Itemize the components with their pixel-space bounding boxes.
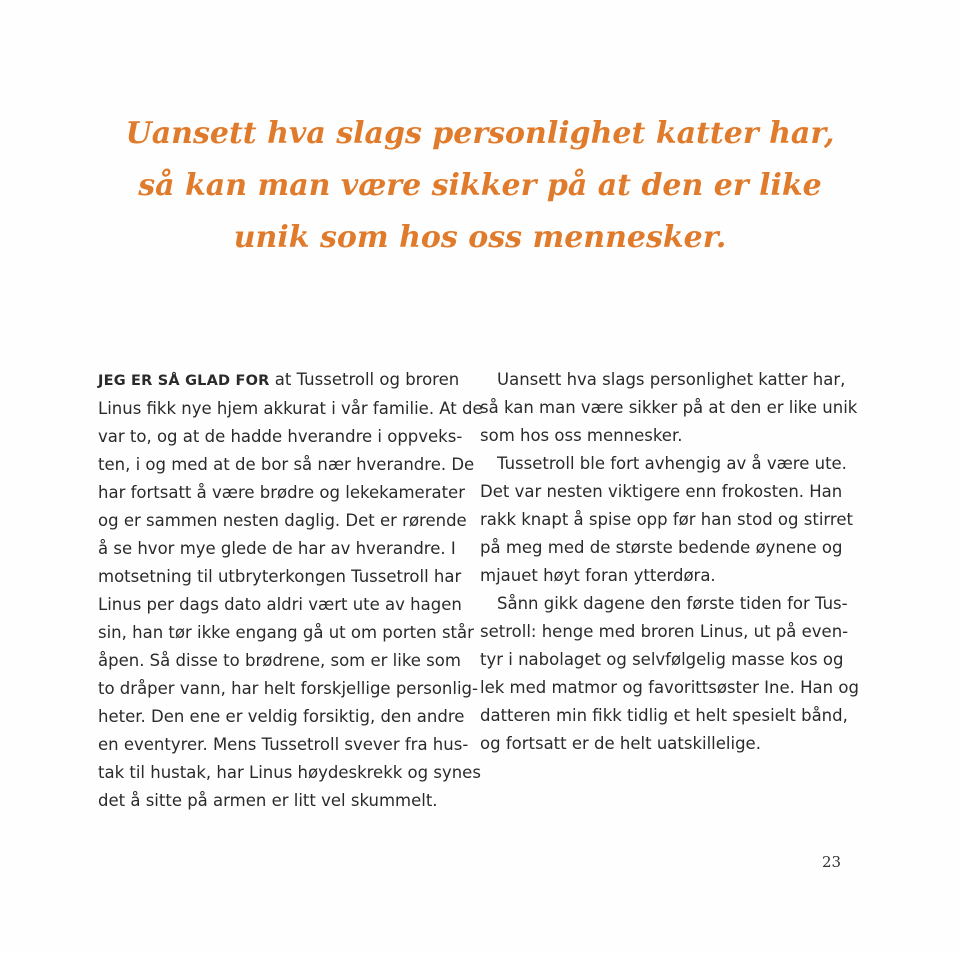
text-line: Linus per dags dato aldri vært ute av hagen — [98, 595, 462, 614]
lead-in-caps: JEG ER SÅ GLAD FOR — [98, 373, 270, 389]
text-line: sin, han tør ikke engang gå ut om porten står — [98, 623, 474, 642]
pull-quote-line: Uansett hva slags personlighet katter har, — [125, 116, 835, 151]
text-line: som hos oss mennesker. — [480, 426, 683, 445]
pull-quote-line: unik som hos oss mennesker. — [233, 220, 727, 255]
text-line: lek med matmor og favorittsøster Ine. Han og — [480, 678, 859, 697]
left-text-column — [98, 366, 483, 815]
text-line — [98, 366, 458, 395]
page-number: 23 — [822, 853, 842, 871]
text-line: har fortsatt å være brødre og lekekamerater — [98, 483, 465, 502]
text-line: så kan man være sikker på at den er like unik — [480, 398, 858, 417]
text-line: setroll: henge med broren Linus, ut på even- — [480, 622, 849, 641]
text-line: det å sitte på armen er litt vel skummelt. — [98, 791, 438, 810]
text-line: var to, og at de hadde hverandre i oppveks- — [98, 427, 463, 446]
text-line: og fortsatt er de helt uatskillelige. — [480, 734, 761, 753]
text-line: datteren min fikk tidlig et helt spesielt bånd, — [480, 706, 848, 725]
text-line: mjauet høyt foran ytterdøra. — [480, 566, 716, 585]
paragraph-start-line: Sånn gikk dagene den første tiden for Tus- — [497, 594, 848, 613]
text-line: på meg med de største bedende øynene og — [480, 538, 843, 557]
text-line: tyr i nabolaget og selvfølgelig masse kos og — [480, 650, 844, 669]
text-line: heter. Den ene er veldig forsiktig, den andre — [98, 707, 465, 726]
text-line: åpen. Så disse to brødrene, som er like som — [98, 651, 461, 670]
pull-quote — [100, 108, 860, 264]
text-line: en eventyrer. Mens Tussetroll svever fra hus- — [98, 735, 469, 754]
text-line: motsetning til utbryterkongen Tussetroll har — [98, 567, 462, 586]
text-line: ten, i og med at de bor så nær hverandre. De — [98, 455, 475, 474]
text-line: Det var nesten viktigere enn frokosten. Han — [480, 482, 843, 501]
text-line: tak til hustak, har Linus høydeskrekk og synes — [98, 763, 481, 782]
text-line: to dråper vann, har helt forskjellige personlig- — [98, 679, 478, 698]
paragraph-start-line: Tussetroll ble fort avhengig av å være ute. — [497, 454, 847, 473]
text-line: og er sammen nesten daglig. Det er rørende — [98, 511, 467, 530]
right-text-column — [480, 366, 859, 758]
pull-quote-line: så kan man være sikker på at den er like — [138, 168, 822, 203]
text-line: Linus fikk nye hjem akkurat i vår familie. At de — [98, 399, 483, 418]
text-line-rest: at Tussetroll og broren — [269, 370, 460, 389]
paragraph-start-line: Uansett hva slags personlighet katter har, — [497, 370, 846, 389]
text-line: rakk knapt å spise opp før han stod og stirret — [480, 510, 853, 529]
text-line: å se hvor mye glede de har av hverandre. I — [98, 539, 456, 558]
